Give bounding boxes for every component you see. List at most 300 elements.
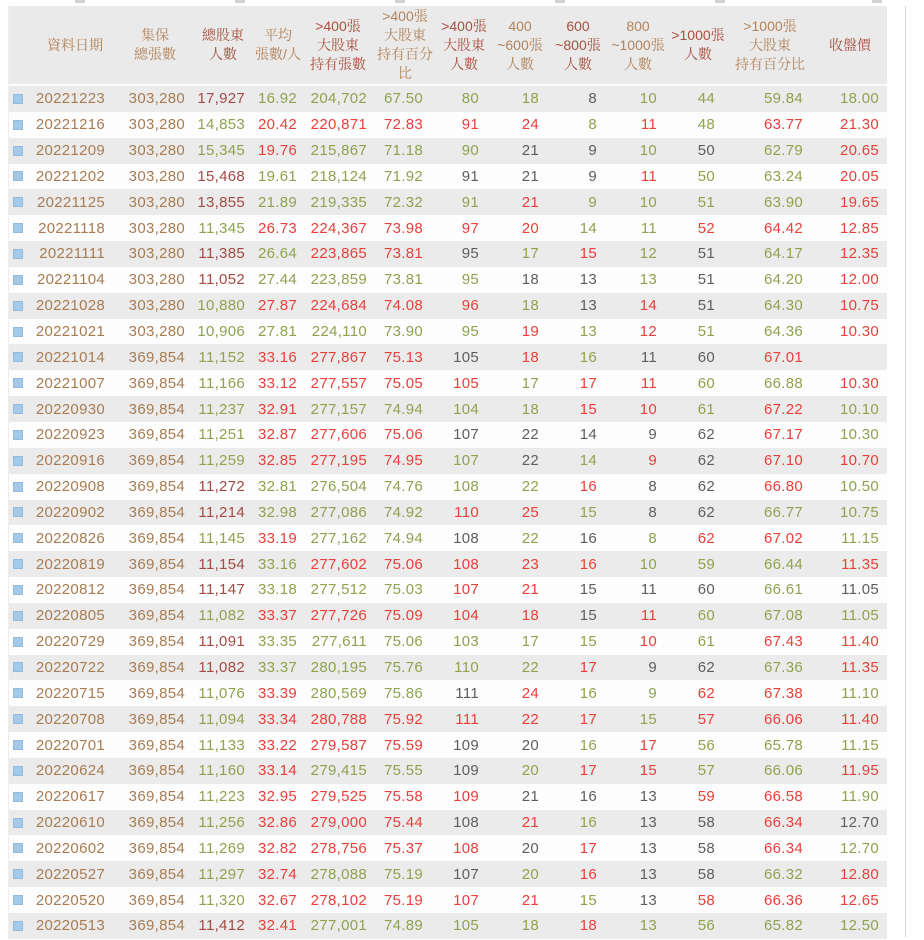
cell-select	[9, 921, 33, 931]
cell-close_price: 20.05	[839, 167, 879, 185]
cell-gt400_shares: 279,587	[310, 736, 367, 754]
cell-gt1000_pct: 66.06	[763, 710, 803, 728]
cell-total_shares: 303,280	[128, 245, 185, 263]
cell-avg_per_holder: 21.89	[257, 193, 297, 211]
cell-total_shares: 303,280	[128, 142, 185, 160]
header-total-shares: 集保 總張數	[134, 27, 176, 62]
cell-gt400_count: 108	[453, 478, 479, 496]
cell-close_price: 10.50	[839, 478, 879, 496]
cell-shareholders: 14,853	[197, 116, 245, 134]
cell-avg_per_holder: 32.98	[257, 503, 297, 521]
cell-gt1000_pct: 65.78	[763, 736, 803, 754]
table-body	[9, 86, 887, 939]
cell-avg_per_holder: 20.42	[257, 116, 297, 134]
cell-gt1000_pct: 66.58	[763, 788, 803, 806]
cell-select	[9, 120, 33, 130]
cell-date: 20221118	[38, 219, 105, 237]
cell-c600_800: 15	[579, 607, 597, 625]
cell-c800_1000: 13	[639, 891, 657, 909]
cell-date: 20220729	[35, 633, 105, 651]
cell-total_shares: 303,280	[128, 167, 185, 185]
cell-avg_per_holder: 32.81	[257, 478, 297, 496]
cell-shareholders: 11,091	[198, 633, 245, 651]
cell-gt1000_count: 62	[697, 478, 715, 496]
table-row	[9, 344, 887, 370]
cell-total_shares: 369,854	[128, 581, 185, 599]
cell-gt1000_count: 59	[697, 788, 715, 806]
row-select-square-icon[interactable]	[13, 766, 23, 776]
cell-gt1000_pct: 62.79	[763, 142, 803, 160]
cell-gt400_pct: 75.37	[383, 839, 423, 857]
cell-gt400_shares: 277,512	[310, 581, 367, 599]
cell-c800_1000: 9	[648, 684, 657, 702]
cell-close_price: 11.05	[841, 607, 879, 625]
cell-gt400_shares: 218,124	[310, 167, 367, 185]
cell-gt400_pct: 75.58	[383, 788, 423, 806]
cell-total_shares: 369,854	[128, 529, 185, 547]
cell-c600_800: 8	[588, 90, 597, 108]
cell-avg_per_holder: 33.39	[257, 684, 297, 702]
row-select-square-icon[interactable]	[13, 507, 23, 517]
cell-gt1000_count: 51	[697, 323, 715, 341]
cell-date: 20220513	[35, 917, 105, 935]
cell-shareholders: 15,345	[197, 142, 245, 160]
cell-gt400_pct: 72.32	[383, 193, 423, 211]
cell-gt400_count: 107	[453, 865, 479, 883]
cell-c600_800: 15	[579, 891, 597, 909]
row-select-square-icon[interactable]	[13, 818, 23, 828]
table-row	[9, 86, 887, 112]
cell-c800_1000: 10	[639, 633, 657, 651]
cell-c400_600: 18	[521, 271, 539, 289]
header-gt400-shares: >400張 大股東 持有張數	[310, 17, 366, 72]
cell-close_price: 11.15	[841, 736, 879, 754]
row-select-square-icon[interactable]	[13, 792, 23, 802]
cell-date: 20220715	[35, 684, 105, 702]
cell-c600_800: 16	[579, 529, 597, 547]
cell-c400_600: 22	[521, 452, 539, 470]
cell-c400_600: 18	[521, 90, 539, 108]
cell-gt400_count: 109	[453, 762, 479, 780]
cell-select	[9, 456, 33, 466]
cell-avg_per_holder: 33.18	[257, 581, 297, 599]
cell-gt1000_pct: 64.30	[763, 297, 803, 315]
cell-gt400_count: 97	[461, 219, 479, 237]
row-select-square-icon[interactable]	[13, 94, 23, 104]
cell-date: 20220930	[35, 400, 105, 418]
cell-c800_1000: 12	[639, 245, 657, 263]
table-row	[9, 422, 887, 448]
cell-shareholders: 13,855	[197, 193, 245, 211]
cell-c800_1000: 14	[639, 297, 657, 315]
cell-total_shares: 369,854	[128, 684, 185, 702]
table-row	[9, 706, 887, 732]
cell-c400_600: 25	[521, 503, 539, 521]
cell-c600_800: 17	[579, 374, 597, 392]
cell-select	[9, 766, 33, 776]
cell-shareholders: 11,412	[198, 917, 245, 935]
cell-c400_600: 20	[521, 762, 539, 780]
cell-c600_800: 15	[579, 245, 597, 263]
cell-gt400_count: 108	[453, 529, 479, 547]
cell-total_shares: 303,280	[128, 193, 185, 211]
header-avg-per-holder: 平均 張數/人	[255, 27, 301, 62]
cell-close_price: 12.70	[839, 839, 879, 857]
cell-avg_per_holder: 33.12	[257, 374, 297, 392]
row-select-square-icon[interactable]	[13, 869, 23, 879]
row-select-square-icon[interactable]	[13, 197, 23, 207]
table-row	[9, 861, 887, 887]
row-select-square-icon[interactable]	[13, 585, 23, 595]
cell-c800_1000: 9	[648, 426, 657, 444]
cell-c600_800: 15	[579, 633, 597, 651]
cell-c800_1000: 8	[648, 503, 657, 521]
cell-select	[9, 327, 33, 337]
cell-avg_per_holder: 32.85	[257, 452, 297, 470]
cell-date: 20220610	[35, 814, 105, 832]
cell-date: 20221223	[35, 90, 105, 108]
cell-gt1000_count: 62	[697, 426, 715, 444]
cell-date: 20220916	[35, 452, 105, 470]
cell-gt1000_pct: 63.77	[763, 116, 803, 134]
cell-date: 20220819	[35, 555, 105, 573]
cell-gt400_shares: 280,569	[310, 684, 367, 702]
cell-gt1000_count: 58	[697, 839, 715, 857]
cell-shareholders: 11,269	[198, 839, 245, 857]
cell-select	[9, 301, 33, 311]
cell-avg_per_holder: 32.86	[257, 814, 297, 832]
row-select-square-icon[interactable]	[13, 559, 23, 569]
cell-gt1000_count: 56	[697, 736, 715, 754]
cell-total_shares: 303,280	[128, 323, 185, 341]
cell-gt400_count: 107	[453, 891, 479, 909]
cell-gt400_pct: 67.50	[383, 90, 423, 108]
cell-gt400_shares: 224,367	[310, 219, 367, 237]
cell-gt400_shares: 204,702	[310, 90, 367, 108]
cell-total_shares: 303,280	[128, 297, 185, 315]
cell-gt400_pct: 75.86	[383, 684, 423, 702]
cell-gt400_count: 110	[454, 658, 479, 676]
cell-total_shares: 303,280	[128, 271, 185, 289]
row-select-square-icon[interactable]	[13, 688, 23, 698]
cell-gt1000_count: 51	[697, 297, 715, 315]
cell-avg_per_holder: 32.74	[257, 865, 297, 883]
row-select-square-icon[interactable]	[13, 327, 23, 337]
cell-gt1000_pct: 67.43	[763, 633, 803, 651]
row-select-square-icon[interactable]	[13, 378, 23, 388]
cell-select	[9, 740, 33, 750]
cell-close_price: 12.35	[839, 245, 879, 263]
cell-c600_800: 15	[579, 581, 597, 599]
cell-gt1000_pct: 66.36	[763, 891, 803, 909]
cell-c600_800: 9	[588, 142, 597, 160]
cell-gt1000_count: 62	[697, 684, 715, 702]
table-row	[9, 810, 887, 836]
cell-c600_800: 16	[579, 684, 597, 702]
cell-gt1000_pct: 67.22	[763, 400, 803, 418]
cell-select	[9, 611, 33, 621]
cell-select	[9, 94, 33, 104]
cell-total_shares: 369,854	[128, 658, 185, 676]
cell-c400_600: 21	[521, 788, 539, 806]
cell-gt400_shares: 277,157	[310, 400, 367, 418]
cell-gt1000_pct: 59.84	[763, 90, 803, 108]
cell-gt1000_count: 59	[697, 555, 715, 573]
cell-gt1000_count: 58	[697, 865, 715, 883]
cell-c600_800: 16	[579, 814, 597, 832]
cell-close_price: 10.30	[839, 323, 879, 341]
row-select-square-icon[interactable]	[13, 533, 23, 543]
cell-gt400_count: 95	[461, 245, 479, 263]
cell-gt400_count: 91	[461, 167, 479, 185]
cell-shareholders: 11,166	[198, 374, 245, 392]
cell-shareholders: 11,345	[198, 219, 245, 237]
cell-close_price: 18.00	[839, 90, 879, 108]
cell-c400_600: 18	[521, 917, 539, 935]
cell-close_price: 11.95	[841, 762, 879, 780]
cell-select	[9, 507, 33, 517]
cell-gt400_pct: 75.13	[383, 348, 423, 366]
cell-c400_600: 24	[521, 116, 539, 134]
table-right-border	[905, 6, 906, 937]
header-400-600-count: 400 ~600張 人數	[497, 17, 543, 72]
cell-c800_1000: 10	[639, 193, 657, 211]
row-select-square-icon[interactable]	[13, 120, 23, 130]
cell-date: 20220520	[35, 891, 105, 909]
cell-gt400_shares: 219,335	[310, 193, 367, 211]
cell-gt400_shares: 277,001	[310, 917, 367, 935]
cell-c400_600: 21	[521, 581, 539, 599]
cell-shareholders: 11,251	[198, 426, 245, 444]
cell-gt400_shares: 277,611	[311, 633, 367, 651]
cell-c600_800: 17	[579, 658, 597, 676]
cell-c400_600: 19	[521, 323, 539, 341]
cell-shareholders: 10,906	[197, 323, 245, 341]
table-row	[9, 680, 887, 706]
table-row	[9, 835, 887, 861]
header-gt1000-pct: >1000張 大股東 持有百分比	[735, 17, 805, 72]
cell-total_shares: 369,854	[128, 865, 185, 883]
cell-c600_800: 9	[588, 167, 597, 185]
cell-c800_1000: 10	[639, 90, 657, 108]
cell-gt400_pct: 75.09	[383, 607, 423, 625]
cell-gt400_shares: 215,867	[310, 142, 367, 160]
cell-avg_per_holder: 32.87	[257, 426, 297, 444]
row-select-square-icon[interactable]	[13, 921, 23, 931]
cell-avg_per_holder: 32.95	[257, 788, 297, 806]
cell-gt400_shares: 280,195	[310, 658, 367, 676]
cell-c400_600: 20	[521, 865, 539, 883]
cell-avg_per_holder: 26.73	[257, 219, 297, 237]
cell-close_price: 21.30	[839, 116, 879, 134]
cell-total_shares: 369,854	[128, 839, 185, 857]
cell-gt1000_pct: 66.88	[763, 374, 803, 392]
cell-gt1000_pct: 67.36	[763, 658, 803, 676]
cell-total_shares: 369,854	[128, 633, 185, 651]
cell-select	[9, 171, 33, 181]
cell-c800_1000: 17	[639, 736, 657, 754]
cell-c600_800: 18	[579, 917, 597, 935]
cell-close_price: 11.90	[841, 788, 879, 806]
cell-gt1000_count: 51	[697, 245, 715, 263]
cell-gt400_count: 108	[453, 555, 479, 573]
cell-avg_per_holder: 27.44	[257, 271, 297, 289]
cell-avg_per_holder: 27.87	[257, 297, 297, 315]
row-select-square-icon[interactable]	[13, 223, 23, 233]
header-gt1000-count: >1000張 人數	[671, 27, 725, 62]
cell-total_shares: 369,854	[128, 917, 185, 935]
cell-gt1000_pct: 66.32	[763, 865, 803, 883]
table-row	[9, 164, 887, 190]
cell-gt1000_pct: 66.61	[763, 581, 803, 599]
cell-total_shares: 369,854	[128, 788, 185, 806]
cell-select	[9, 249, 33, 259]
cell-shareholders: 10,880	[197, 297, 245, 315]
cell-c800_1000: 11	[640, 116, 657, 134]
cell-close_price: 10.75	[839, 297, 879, 315]
cell-avg_per_holder: 33.34	[257, 710, 297, 728]
cell-gt400_shares: 223,859	[310, 271, 367, 289]
cell-gt1000_pct: 67.01	[763, 348, 803, 366]
cell-gt400_shares: 277,086	[310, 503, 367, 521]
table-row	[9, 474, 887, 500]
cell-c800_1000: 13	[639, 788, 657, 806]
cell-gt1000_count: 51	[697, 271, 715, 289]
cell-gt1000_count: 62	[697, 503, 715, 521]
cell-avg_per_holder: 26.64	[257, 245, 297, 263]
cell-select	[9, 818, 33, 828]
cell-c800_1000: 11	[640, 581, 657, 599]
row-select-square-icon[interactable]	[13, 275, 23, 285]
cell-gt400_shares: 278,756	[310, 839, 367, 857]
row-select-square-icon[interactable]	[13, 482, 23, 492]
cell-shareholders: 11,320	[198, 891, 245, 909]
cell-gt400_count: 108	[453, 814, 479, 832]
cell-gt400_count: 107	[453, 426, 479, 444]
cell-c600_800: 17	[579, 839, 597, 857]
cell-c600_800: 13	[579, 271, 597, 289]
row-select-square-icon[interactable]	[13, 611, 23, 621]
cell-date: 20221028	[35, 297, 105, 315]
cell-c600_800: 15	[579, 400, 597, 418]
table-row	[9, 448, 887, 474]
cell-avg_per_holder: 33.22	[257, 736, 297, 754]
cell-gt400_count: 96	[461, 297, 479, 315]
cell-close_price: 10.75	[839, 503, 879, 521]
cell-c400_600: 23	[521, 555, 539, 573]
cell-c600_800: 14	[579, 219, 597, 237]
table-header-row	[9, 6, 887, 86]
cell-date: 20221021	[35, 323, 105, 341]
cell-avg_per_holder: 32.41	[257, 917, 297, 935]
cell-date: 20220923	[35, 426, 105, 444]
cell-gt400_pct: 75.55	[383, 762, 423, 780]
table-row	[9, 215, 887, 241]
cell-close_price: 12.70	[839, 814, 879, 832]
cell-close_price: 12.85	[839, 219, 879, 237]
table-row	[9, 189, 887, 215]
cell-gt400_shares: 279,415	[310, 762, 367, 780]
row-select-square-icon[interactable]	[13, 456, 23, 466]
cell-gt1000_pct: 67.10	[763, 452, 803, 470]
row-select-square-icon[interactable]	[13, 352, 23, 362]
cell-select	[9, 895, 33, 905]
cell-select	[9, 223, 33, 233]
row-select-square-icon[interactable]	[13, 637, 23, 647]
cell-gt400_count: 110	[454, 503, 479, 521]
cell-gt400_shares: 224,684	[310, 297, 367, 315]
cell-avg_per_holder: 33.35	[257, 633, 297, 651]
cell-c600_800: 17	[579, 762, 597, 780]
table-row	[9, 396, 887, 422]
cell-gt1000_pct: 66.06	[763, 762, 803, 780]
cell-total_shares: 369,854	[128, 503, 185, 521]
row-select-square-icon[interactable]	[13, 301, 23, 311]
table-row	[9, 603, 887, 629]
cell-close_price: 10.30	[839, 374, 879, 392]
cell-avg_per_holder: 33.37	[257, 658, 297, 676]
row-select-square-icon[interactable]	[13, 404, 23, 414]
cell-gt1000_pct: 67.02	[763, 529, 803, 547]
cell-c800_1000: 13	[639, 917, 657, 935]
row-select-square-icon[interactable]	[13, 843, 23, 853]
cell-total_shares: 369,854	[128, 891, 185, 909]
cell-gt1000_pct: 64.42	[763, 219, 803, 237]
cell-c800_1000: 10	[639, 400, 657, 418]
cell-c400_600: 22	[521, 426, 539, 444]
cell-gt1000_count: 60	[697, 374, 715, 392]
cell-gt400_count: 105	[453, 917, 479, 935]
cell-date: 20221209	[35, 142, 105, 160]
cell-date: 20221202	[35, 167, 105, 185]
cell-gt1000_pct: 63.90	[763, 193, 803, 211]
cell-close_price: 10.70	[839, 452, 879, 470]
cell-shareholders: 11,385	[198, 245, 245, 263]
row-select-square-icon[interactable]	[13, 249, 23, 259]
cell-gt1000_count: 57	[697, 710, 715, 728]
cell-select	[9, 146, 33, 156]
table-row	[9, 138, 887, 164]
cell-total_shares: 303,280	[128, 90, 185, 108]
row-select-square-icon[interactable]	[13, 662, 23, 672]
cell-c400_600: 17	[521, 633, 539, 651]
cell-gt400_count: 95	[461, 271, 479, 289]
row-select-square-icon[interactable]	[13, 740, 23, 750]
cell-select	[9, 559, 33, 569]
cell-gt1000_count: 61	[697, 400, 715, 418]
cell-c600_800: 16	[579, 555, 597, 573]
cell-c400_600: 21	[521, 193, 539, 211]
cell-date: 20220708	[35, 710, 105, 728]
row-select-square-icon[interactable]	[13, 430, 23, 440]
row-select-square-icon[interactable]	[13, 146, 23, 156]
cell-gt1000_pct: 65.82	[763, 917, 803, 935]
cell-gt1000_pct: 66.77	[763, 503, 803, 521]
cell-gt400_pct: 75.03	[383, 581, 423, 599]
row-select-square-icon[interactable]	[13, 714, 23, 724]
row-select-square-icon[interactable]	[13, 895, 23, 905]
cell-gt400_pct: 75.06	[383, 555, 423, 573]
cell-total_shares: 369,854	[128, 348, 185, 366]
row-select-square-icon[interactable]	[13, 171, 23, 181]
cell-gt400_shares: 278,102	[310, 891, 367, 909]
cell-c400_600: 24	[521, 684, 539, 702]
cell-close_price: 11.40	[841, 633, 879, 651]
cell-gt400_pct: 73.81	[383, 245, 423, 263]
cell-gt400_pct: 74.95	[383, 452, 423, 470]
cell-c600_800: 17	[579, 710, 597, 728]
header-gt400-count: >400張 大股東 人數	[441, 17, 487, 72]
